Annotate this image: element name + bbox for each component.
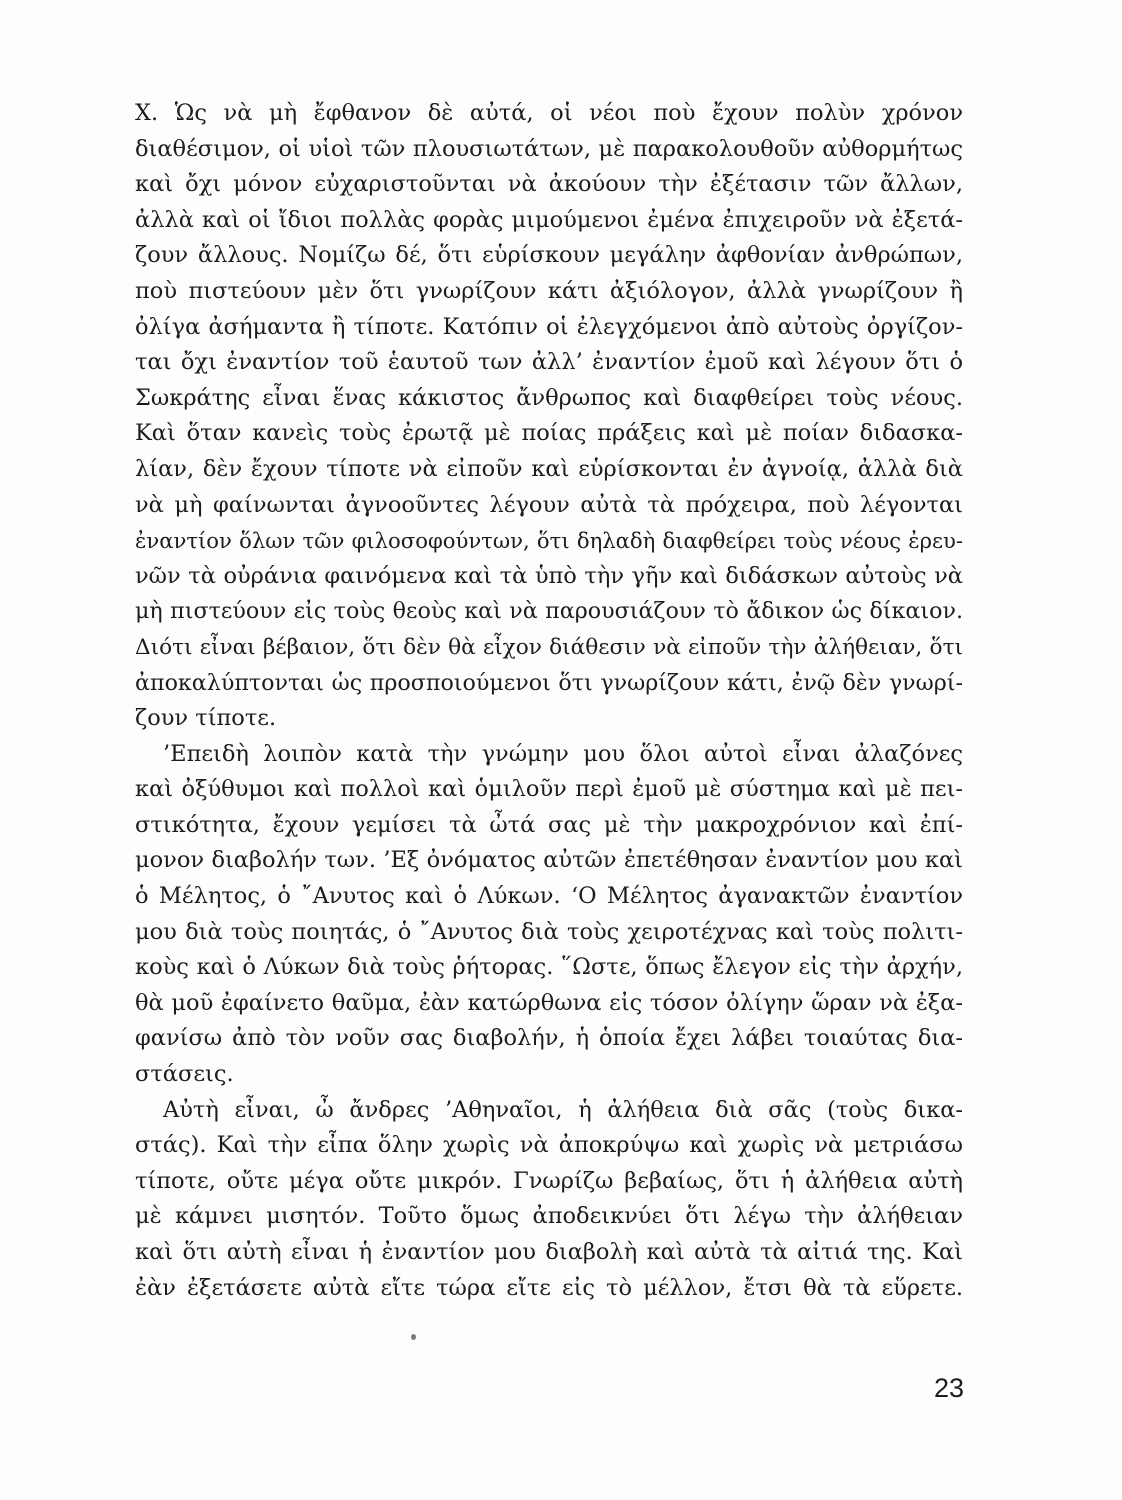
text-line: στάσεις. (135, 1061, 234, 1088)
text-line: Διότι εἶναι βέβαιον, ὅτι δὲν θὰ εἶχον διάθεσιν νὰ εἰποῦν τὴν ἀλήθειαν, ὅτι (135, 634, 963, 660)
text-line: Χ. Ὡς νὰ μὴ ἔφθανον δὲ αὐτά, οἱ νέοι ποὺ ἔχουν πολὺν χρόνον (135, 100, 963, 126)
text-line: ἐναντίον ὅλων τῶν φιλοσοφούντων, ὅτι δηλαδὴ διαφθείρει τοὺς νέους ἐρευ- (135, 528, 963, 554)
page-number: 23 (933, 1373, 964, 1403)
text-line: ἀλλὰ καὶ οἱ ἴδιοι πολλὰς φορὰς μιμούμενοι ἐμένα ἐπιχειροῦν νὰ ἐξετά- (135, 206, 963, 233)
body-text (135, 96, 963, 1306)
text-line: ποὺ πιστεύουν μὲν ὅτι γνωρίζουν κάτι ἀξιόλογον, ἀλλὰ γνωρίζουν ἢ (135, 277, 963, 304)
text-line: λίαν, δὲν ἔχουν τίποτε νὰ εἰποῦν καὶ εὑρίσκονται ἐν ἀγνοίᾳ, ἀλλὰ διὰ (135, 455, 963, 482)
text-line: ζουν ἄλλους. Νομίζω δέ, ὅτι εὑρίσκουν μεγάλην ἀφθονίαν ἀνθρώπων, (135, 242, 963, 269)
ink-speck (411, 1334, 416, 1340)
text-line: στάς). Καὶ τὴν εἶπα ὅλην χωρὶς νὰ ἀποκρύψω καὶ χωρὶς νὰ μετριάσω (135, 1132, 963, 1159)
text-line: Σωκράτης εἶναι ἕνας κάκιστος ἄνθρωπος καὶ διαφθείρει τοὺς νέους. (135, 384, 963, 411)
text-line: καὶ ὀξύθυμοι καὶ πολλοὶ καὶ ὁμιλοῦν περὶ ἐμοῦ μὲ σύστημα καὶ μὲ πει- (135, 776, 963, 803)
text-line: μονον διαβολήν των. ’Εξ ὀνόματος αὐτῶν ἐπετέθησαν ἐναντίον μου καὶ (135, 847, 963, 874)
text-line: καὶ ὄχι μόνον εὐχαριστοῦνται νὰ ἀκούουν τὴν ἐξέτασιν τῶν ἄλλων, (135, 171, 963, 198)
text-line: διαθέσιμον, οἱ υἱοὶ τῶν πλουσιωτάτων, μὲ παρακολουθοῦν αὐθορμήτως (135, 135, 963, 162)
text-line: Καὶ ὅταν κανεὶς τοὺς ἐρωτᾷ μὲ ποίας πράξεις καὶ μὲ ποίαν διδασκα- (135, 420, 963, 447)
text-line: ἐὰν ἐξετάσετε αὐτὰ εἴτε τώρα εἴτε εἰς τὸ μέλλον, ἔτσι θὰ τὰ εὕρετε. (135, 1274, 963, 1301)
text-line: ὁ Μέλητος, ὁ ῎Ανυτος καὶ ὁ Λύκων. ‘Ο Μέλητος ἀγανακτῶν ἐναντίον (135, 883, 963, 910)
text-line: νῶν τὰ οὐράνια φαινόμενα καὶ τὰ ὑπὸ τὴν γῆν καὶ διδάσκων αὐτοὺς νὰ (135, 562, 963, 589)
text-line: ὀλίγα ἀσήμαντα ἢ τίποτε. Κατόπιν οἱ ἐλεγχόμενοι ἀπὸ αὐτοὺς ὀργίζον- (135, 313, 963, 340)
text-line: Αὐτὴ εἶναι, ὦ ἄνδρες ’Αθηναῖοι, ἡ ἀλήθεια διὰ σᾶς (τοὺς δικα- (163, 1096, 963, 1123)
text-line: ται ὄχι ἐναντίον τοῦ ἑαυτοῦ των ἀλλ’ ἐναντίον ἐμοῦ καὶ λέγουν ὅτι ὁ (135, 349, 963, 376)
text-line: στικότητα, ἔχουν γεμίσει τὰ ὦτά σας μὲ τὴν μακροχρόνιον καὶ ἐπί- (135, 811, 963, 838)
text-line: μὴ πιστεύουν εἰς τοὺς θεοὺς καὶ νὰ παρουσιάζουν τὸ ἄδικον ὡς δίκαιον. (135, 598, 963, 625)
text-line: νὰ μὴ φαίνωνται ἀγνοοῦντες λέγουν αὐτὰ τὰ πρόχειρα, ποὺ λέγονται (135, 491, 963, 518)
text-line: κοὺς καὶ ὁ Λύκων διὰ τοὺς ῥήτορας. ῞Ωστε, ὅπως ἔλεγον εἰς τὴν ἀρχήν, (135, 954, 963, 981)
text-line: φανίσω ἀπὸ τὸν νοῦν σας διαβολήν, ἡ ὁποία ἔχει λάβει τοιαύτας δια- (135, 1025, 963, 1052)
text-line: ζουν τίποτε. (135, 705, 277, 732)
text-line: ἀποκαλύπτονται ὡς προσποιούμενοι ὅτι γνωρίζουν κάτι, ἐνῷ δὲν γνωρί- (135, 669, 963, 696)
text-line: τίποτε, οὔτε μέγα οὔτε μικρόν. Γνωρίζω βεβαίως, ὅτι ἡ ἀλήθεια αὐτὴ (135, 1167, 963, 1194)
text-line: μου διὰ τοὺς ποιητάς, ὁ ῎Ανυτος διὰ τοὺς χειροτέχνας καὶ τοὺς πολιτι- (135, 918, 963, 945)
text-line: καὶ ὅτι αὐτὴ εἶναι ἡ ἐναντίον μου διαβολὴ καὶ αὐτὰ τὰ αἰτιά της. Καὶ (135, 1239, 963, 1265)
text-line: θὰ μοῦ ἐφαίνετο θαῦμα, ἐὰν κατώρθωνα εἰς τόσον ὀλίγην ὥραν νὰ ἐξα- (135, 989, 963, 1016)
text-line: μὲ κάμνει μισητόν. Τοῦτο ὅμως ἀποδεικνύει ὅτι λέγω τὴν ἀλήθειαν (135, 1203, 963, 1230)
text-line: ’Επειδὴ λοιπὸν κατὰ τὴν γνώμην μου ὅλοι αὐτοὶ εἶναι ἀλαζόνες (163, 740, 963, 767)
